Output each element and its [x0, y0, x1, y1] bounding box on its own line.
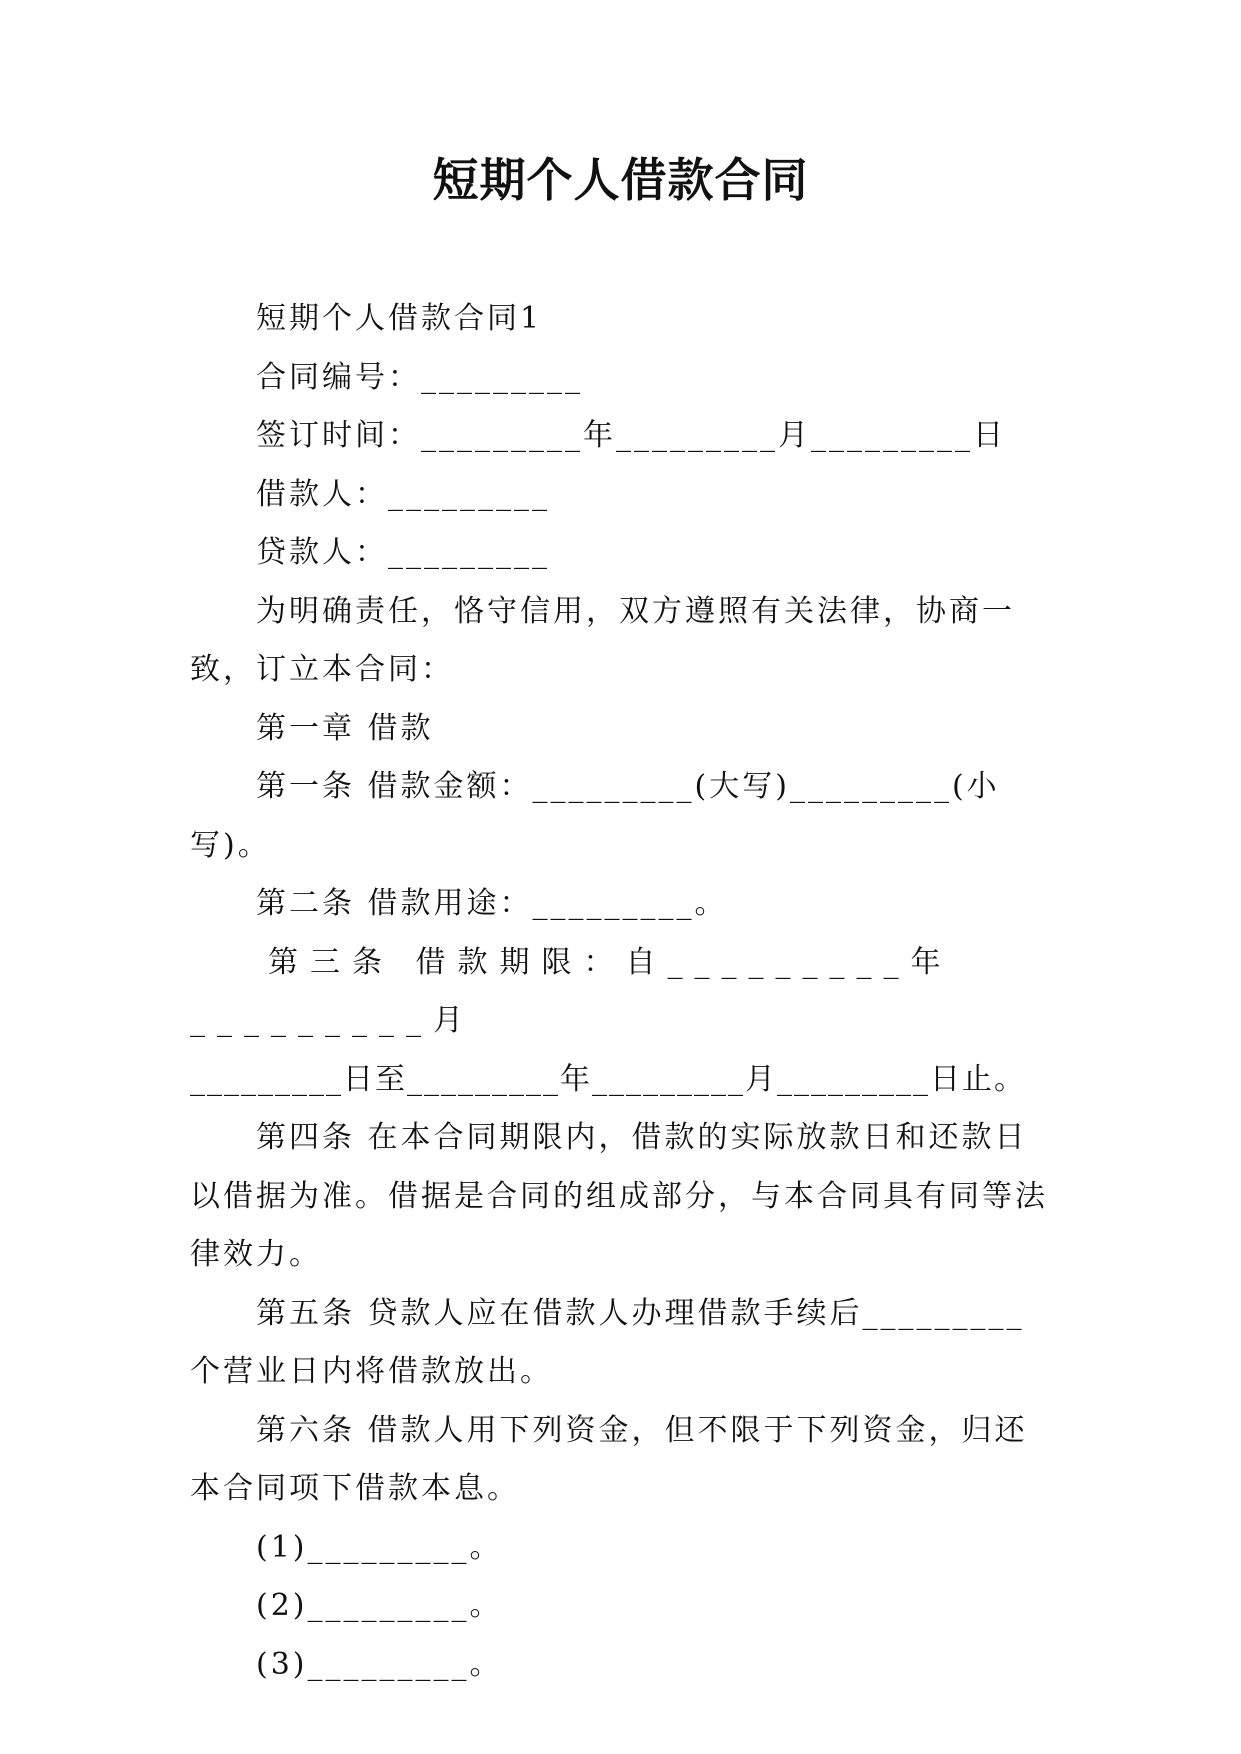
- repayment-source-2: (2)_________。: [256, 1588, 503, 1623]
- article-three: 第三条 借款期限：自_________年_________月: [190, 944, 953, 1038]
- contract-number-line: 合同编号：_________: [256, 359, 583, 395]
- repayment-source-1: (1)_________。: [256, 1529, 503, 1565]
- repayment-source-3: (3)_________。: [256, 1646, 503, 1682]
- document-body: [190, 290, 1050, 1694]
- chapter-one-heading: 第一章 借款: [256, 710, 434, 746]
- article-two: 第二条 借款用途：_________。: [256, 886, 728, 921]
- article-three-continued: _________日至_________年_________月_________日止。: [190, 1061, 1026, 1097]
- document-title: 短期个人借款合同: [432, 153, 809, 207]
- borrower-line: 借款人：_________: [256, 476, 550, 512]
- contract-subtitle: 短期个人借款合同1: [256, 301, 543, 336]
- article-six: 第六条 借款人用下列资金，但不限于下列资金，归还本合同项下借款本息。: [190, 1412, 1028, 1506]
- signing-date-line: 签订时间：_________年_________月_________日: [256, 418, 1006, 453]
- article-four: 第四条 在本合同期限内，借款的实际放款日和还款日以借据为准。借据是合同的组成部分，与本合同具有同等法律效力。: [190, 1120, 1048, 1272]
- article-one: 第一条 借款金额：_________(大写)_________(小写)。: [190, 769, 1000, 863]
- lender-line: 贷款人：_________: [256, 535, 550, 570]
- preamble-paragraph: 为明确责任，恪守信用，双方遵照有关法律，协商一致，订立本合同：: [190, 593, 1015, 687]
- article-five: 第五条 贷款人应在借款人办理借款手续后_________个营业日内将借款放出。: [190, 1295, 1025, 1389]
